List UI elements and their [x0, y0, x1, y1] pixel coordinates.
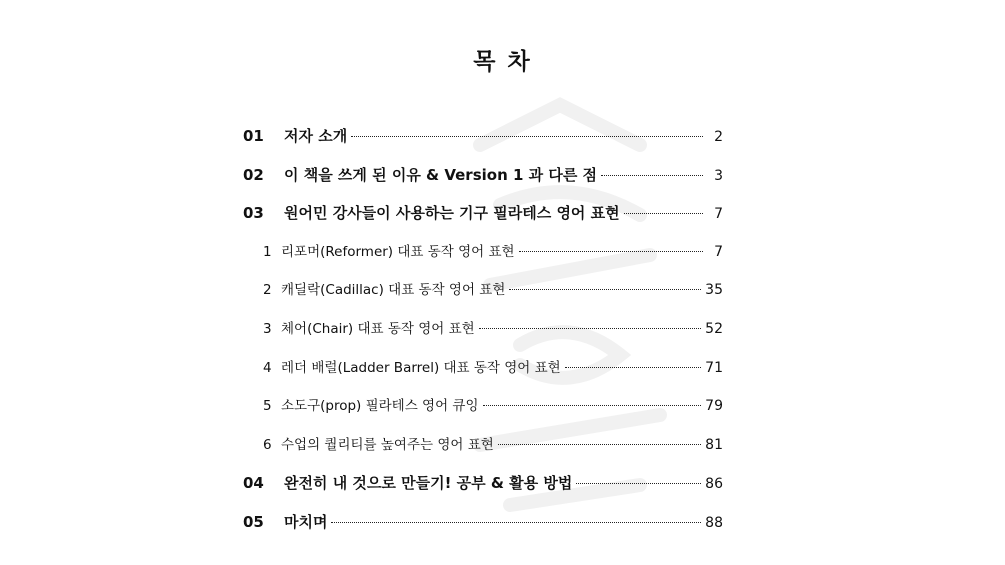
toc-entry-05[interactable]: [243, 503, 723, 542]
toc-number: 05: [243, 512, 264, 531]
toc-title: 저자 소개: [284, 127, 348, 145]
dot-leader: [624, 213, 703, 214]
toc-entry-02[interactable]: [243, 156, 723, 195]
toc-number: 03: [243, 204, 264, 223]
toc-entry-03-3[interactable]: [243, 310, 723, 349]
dot-leader: [601, 175, 703, 176]
toc-number: 4: [263, 359, 272, 376]
toc-page: 79: [705, 398, 723, 415]
toc-number: 1: [263, 243, 272, 260]
toc-entry-03-1[interactable]: [243, 233, 723, 272]
toc-title: 완전히 내 것으로 만들기! 공부 & 활용 방법: [284, 474, 573, 493]
toc-title: 레더 배럴(Ladder Barrel) 대표 동작 영어 표현: [281, 359, 561, 376]
toc-page: 35: [705, 282, 723, 299]
table-of-contents: [243, 117, 723, 542]
toc-page: 7: [714, 243, 723, 260]
toc-page: 2: [714, 129, 723, 145]
toc-page: 88: [705, 514, 723, 531]
page-title: 목 차: [473, 49, 532, 76]
toc-page: 52: [705, 320, 723, 337]
toc-number: 3: [263, 320, 272, 337]
dot-leader: [498, 444, 701, 445]
toc-number: 04: [243, 474, 264, 493]
toc-entry-03-5[interactable]: [243, 387, 723, 426]
toc-number: 01: [243, 127, 264, 145]
toc-title: 리포머(Reformer) 대표 동작 영어 표현: [281, 243, 515, 260]
dot-leader: [519, 251, 703, 252]
toc-page: 71: [705, 359, 723, 376]
dot-leader: [576, 483, 701, 484]
toc-entry-03-6[interactable]: [243, 426, 723, 465]
toc-page: 7: [714, 206, 723, 223]
toc-page: 86: [705, 476, 723, 493]
dot-leader: [479, 328, 702, 329]
dot-leader: [351, 136, 703, 137]
toc-number: 6: [263, 436, 272, 453]
toc-number: 02: [243, 165, 264, 184]
toc-title: 원어민 강사들이 사용하는 기구 필라테스 영어 표현: [284, 204, 620, 223]
dot-leader: [331, 522, 701, 523]
toc-title: 체어(Chair) 대표 동작 영어 표현: [281, 320, 475, 337]
dot-leader: [565, 367, 701, 368]
toc-page: 3: [714, 167, 723, 184]
dot-leader: [483, 405, 702, 406]
toc-entry-03-2[interactable]: [243, 271, 723, 310]
toc-number: 5: [263, 398, 272, 415]
toc-title: 소도구(prop) 필라테스 영어 큐잉: [281, 398, 479, 415]
dot-leader: [509, 289, 701, 290]
toc-title: 이 책을 쓰게 된 이유 & Version 1 과 다른 점: [284, 165, 598, 184]
toc-entry-04[interactable]: [243, 464, 723, 503]
toc-entry-01[interactable]: [243, 117, 723, 156]
toc-title: 수업의 퀄리티를 높여주는 영어 표현: [281, 436, 494, 453]
toc-page: 81: [705, 436, 723, 453]
toc-number: 2: [263, 282, 272, 299]
toc-title: 마치며: [284, 512, 328, 531]
toc-title: 캐딜락(Cadillac) 대표 동작 영어 표현: [281, 282, 506, 299]
toc-entry-03[interactable]: [243, 194, 723, 233]
toc-entry-03-4[interactable]: [243, 349, 723, 388]
